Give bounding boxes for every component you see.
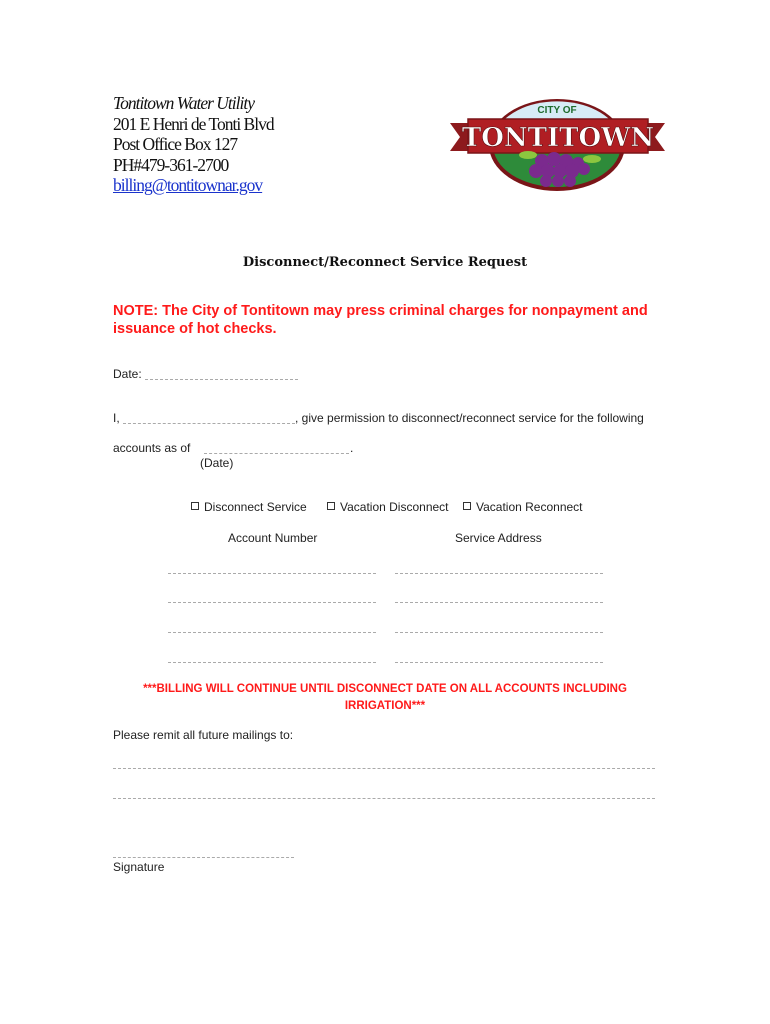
date-row <box>113 367 142 381</box>
checkbox-disconnect-service[interactable] <box>191 500 307 514</box>
email-link[interactable]: billing@tontitownar.gov <box>113 175 263 195</box>
service-address-header: Service Address <box>455 531 542 545</box>
form-title: Disconnect/Reconnect Service Request <box>242 255 528 270</box>
account-number-field-4[interactable] <box>168 662 376 663</box>
city-of-tontitown-logo <box>450 93 665 193</box>
signature-field[interactable] <box>113 857 294 858</box>
checkbox-vacation-disconnect[interactable] <box>327 500 449 514</box>
po-box: Post Office Box 127 <box>113 134 238 154</box>
permission-prefix-row <box>113 411 120 425</box>
permission-suffix: , give permission to disconnect/reconnect service for the following <box>295 411 644 425</box>
account-number-header: Account Number <box>228 531 318 545</box>
checkbox-icon[interactable] <box>463 502 471 510</box>
checkbox-icon[interactable] <box>327 502 335 510</box>
remit-address-field-1[interactable] <box>113 768 655 769</box>
remit-label: Please remit all future mailings to: <box>113 728 294 742</box>
checkbox-label: Vacation Disconnect <box>340 500 449 514</box>
account-number-field-3[interactable] <box>168 632 376 633</box>
service-address-field-2[interactable] <box>395 602 603 603</box>
checkbox-icon[interactable] <box>191 502 199 510</box>
checkbox-label: Vacation Reconnect <box>476 500 583 514</box>
service-address-field-3[interactable] <box>395 632 603 633</box>
accounts-as-of-date-field[interactable] <box>204 453 349 454</box>
signature-label: Signature <box>113 860 165 874</box>
permission-prefix: I, <box>113 411 120 425</box>
logo-graphic <box>450 93 665 193</box>
customer-name-field[interactable] <box>123 423 295 424</box>
service-address-field-4[interactable] <box>395 662 603 663</box>
accounts-as-of-period: . <box>350 441 354 455</box>
street-address: 201 E Henri de Tonti Blvd <box>113 113 274 134</box>
phone-number: PH#479-361-2700 <box>113 154 229 175</box>
date-caption: (Date) <box>200 456 234 470</box>
date-label: Date: <box>113 367 142 381</box>
criminal-charges-note: NOTE: The City of Tontitown may press criminal charges for nonpayment and issuance of hot checks. <box>113 303 648 337</box>
billing-notice <box>110 681 660 715</box>
remit-address-field-2[interactable] <box>113 798 655 799</box>
checkbox-label: Disconnect Service <box>204 500 307 514</box>
billing-notice-line1: ***BILLING WILL CONTINUE UNTIL DISCONNECT DATE ON ALL ACCOUNTS INCLUDING <box>143 683 627 695</box>
accounts-as-of-label: accounts as of <box>113 441 191 455</box>
account-number-field-1[interactable] <box>168 573 376 574</box>
utility-address-block <box>113 93 274 196</box>
logo-top-text: CITY OF <box>537 105 577 116</box>
logo-main-text: TONTITOWN <box>461 123 655 153</box>
billing-notice-line2: IRRIGATION*** <box>344 700 426 712</box>
checkbox-vacation-reconnect[interactable] <box>463 500 583 514</box>
service-address-field-1[interactable] <box>395 573 603 574</box>
account-number-field-2[interactable] <box>168 602 376 603</box>
date-field[interactable] <box>145 379 298 380</box>
utility-name: Tontitown Water Utility <box>113 93 255 113</box>
